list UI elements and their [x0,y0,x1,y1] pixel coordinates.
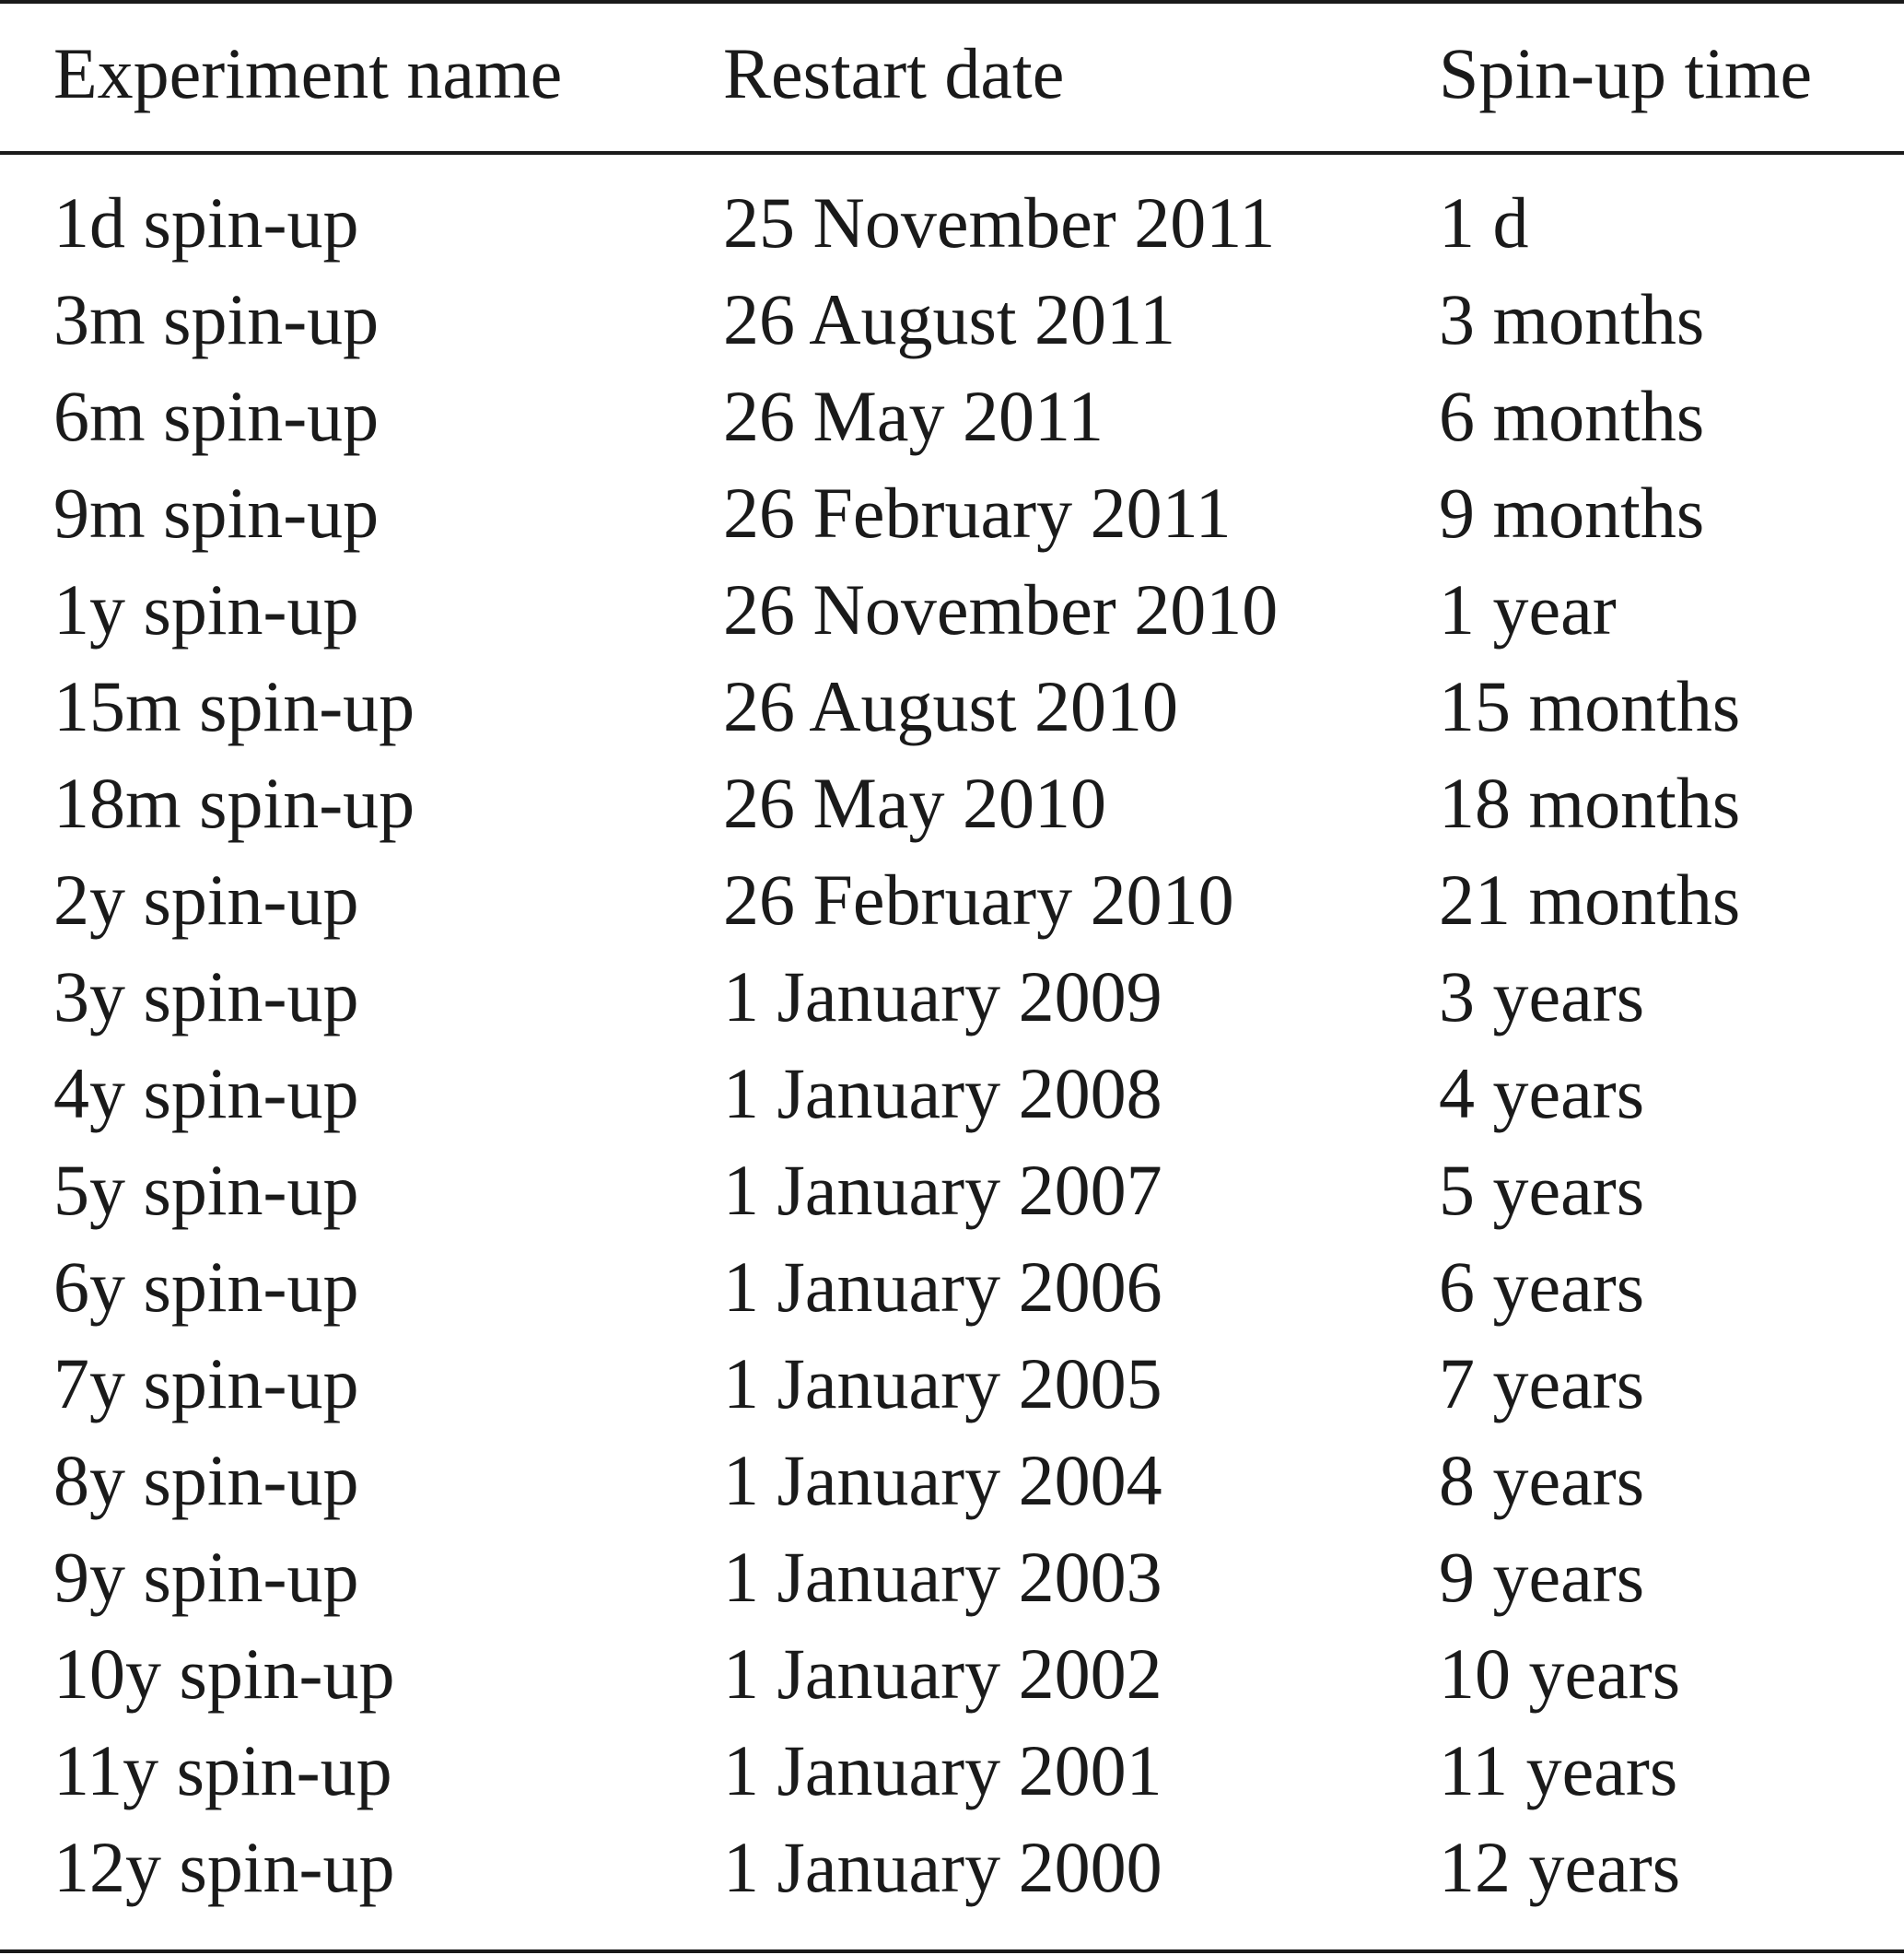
cell-experiment-name: 15m spin-up [53,666,415,746]
cell-experiment-name: 18m spin-up [53,763,415,843]
cell-restart-date: 1 January 2006 [723,1247,1162,1327]
table-row [0,465,1904,562]
cell-experiment-name: 3m spin-up [53,279,380,359]
table-row [0,1626,1904,1723]
cell-spin-up-time: 3 years [1439,956,1645,1036]
cell-experiment-name: 4y spin-up [53,1053,359,1133]
table-row [0,949,1904,1046]
cell-restart-date: 1 January 2001 [723,1730,1162,1810]
cell-spin-up-time: 12 years [1439,1827,1681,1907]
table-row [0,1142,1904,1239]
cell-experiment-name: 1d spin-up [53,182,359,263]
header-experiment-name: Experiment name [53,33,563,113]
cell-restart-date: 1 January 2007 [723,1150,1162,1230]
table-row [0,852,1904,949]
table-row [0,1723,1904,1820]
cell-spin-up-time: 4 years [1439,1053,1645,1133]
cell-experiment-name: 10y spin-up [53,1633,395,1714]
cell-spin-up-time: 10 years [1439,1633,1681,1714]
cell-spin-up-time: 18 months [1439,763,1741,843]
table-row [0,1529,1904,1626]
cell-spin-up-time: 6 years [1439,1247,1645,1327]
table-row [0,272,1904,369]
cell-restart-date: 25 November 2011 [723,182,1276,263]
cell-restart-date: 1 January 2003 [723,1537,1162,1617]
header-restart-date: Restart date [723,33,1065,113]
cell-spin-up-time: 1 d [1439,182,1529,263]
cell-experiment-name: 5y spin-up [53,1150,359,1230]
table-row [0,659,1904,755]
cell-restart-date: 1 January 2008 [723,1053,1162,1133]
cell-restart-date: 26 May 2011 [723,376,1104,456]
cell-spin-up-time: 7 years [1439,1343,1645,1423]
table-row [0,1433,1904,1529]
cell-restart-date: 26 May 2010 [723,763,1106,843]
cell-restart-date: 1 January 2009 [723,956,1162,1036]
cell-restart-date: 1 January 2000 [723,1827,1162,1907]
table-header [0,26,1904,122]
table-row [0,562,1904,659]
cell-restart-date: 26 August 2010 [723,666,1179,746]
cell-spin-up-time: 21 months [1439,860,1741,940]
cell-spin-up-time: 15 months [1439,666,1741,746]
cell-restart-date: 26 February 2010 [723,860,1234,940]
cell-spin-up-time: 9 months [1439,473,1705,553]
cell-restart-date: 26 February 2011 [723,473,1232,553]
table-row [0,755,1904,852]
cell-spin-up-time: 1 year [1439,569,1617,650]
cell-experiment-name: 11y spin-up [53,1730,392,1810]
cell-experiment-name: 8y spin-up [53,1440,359,1520]
cell-restart-date: 1 January 2002 [723,1633,1162,1714]
table-body [0,175,1904,1916]
cell-restart-date: 26 November 2010 [723,569,1279,650]
cell-spin-up-time: 8 years [1439,1440,1645,1520]
cell-spin-up-time: 6 months [1439,376,1705,456]
cell-experiment-name: 3y spin-up [53,956,359,1036]
cell-spin-up-time: 3 months [1439,279,1705,359]
cell-restart-date: 26 August 2011 [723,279,1176,359]
cell-experiment-name: 6y spin-up [53,1247,359,1327]
cell-spin-up-time: 5 years [1439,1150,1645,1230]
cell-experiment-name: 9y spin-up [53,1537,359,1617]
table-row [0,1820,1904,1916]
cell-restart-date: 1 January 2005 [723,1343,1162,1423]
cell-experiment-name: 6m spin-up [53,376,380,456]
cell-spin-up-time: 9 years [1439,1537,1645,1617]
table-row [0,1239,1904,1336]
table-row [0,369,1904,465]
cell-experiment-name: 12y spin-up [53,1827,395,1907]
header-spin-up-time: Spin-up time [1439,33,1813,113]
table-row [0,175,1904,272]
cell-experiment-name: 2y spin-up [53,860,359,940]
cell-experiment-name: 1y spin-up [53,569,359,650]
cell-spin-up-time: 11 years [1439,1730,1678,1810]
cell-experiment-name: 7y spin-up [53,1343,359,1423]
cell-experiment-name: 9m spin-up [53,473,380,553]
table-row [0,1336,1904,1433]
table-row [0,1046,1904,1142]
cell-restart-date: 1 January 2004 [723,1440,1162,1520]
